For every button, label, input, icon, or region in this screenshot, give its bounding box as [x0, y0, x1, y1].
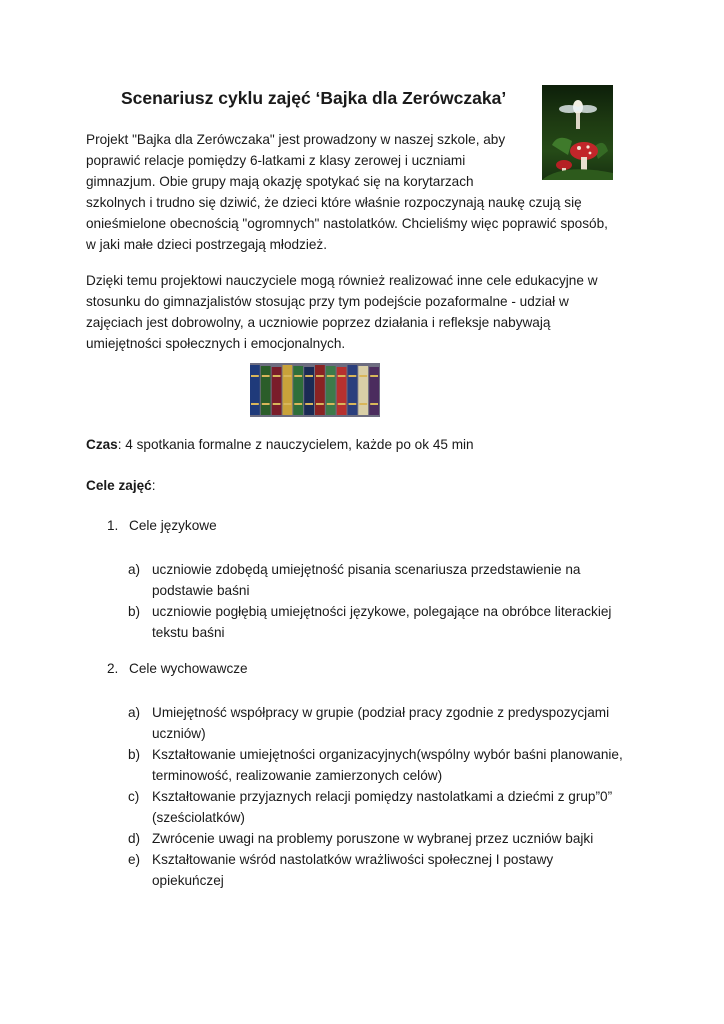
text-line: szkolnych i trudno się dziwić, że dzieci które właśnie rozpoczynają naukę czują się [86, 195, 582, 210]
time-line [86, 437, 474, 452]
book-band [370, 403, 378, 405]
book-band [305, 403, 313, 405]
section-number: 1. [107, 518, 119, 533]
book-band [359, 403, 367, 405]
text-line: w jaki małe dzieci postrzegają młodzież. [86, 237, 328, 252]
text-line: poprawić relacje pomiędzy 6-latkami z klasy zerowej i uczniami [86, 153, 466, 168]
book-band [294, 403, 302, 405]
list-item [128, 559, 652, 601]
book-band [262, 403, 270, 405]
item-marker: a) [128, 562, 141, 577]
language-goals-list [128, 559, 652, 643]
text-line: (sześciolatków) [152, 810, 245, 825]
section-number: 2. [107, 661, 119, 676]
text-line: Dzięki temu projektowi nauczyciele mogą również realizować inne cele edukacyjne w [86, 273, 598, 288]
book-band [251, 403, 259, 405]
book-band [359, 375, 367, 377]
book-band [338, 375, 346, 377]
book-band [251, 375, 259, 377]
text-line: Zwrócenie uwagi na problemy poruszone w wybranej przez uczniów bajki [152, 831, 594, 846]
text-line: gimnazjum. Obie grupy mają okazję spotykać się na korytarzach [86, 174, 474, 189]
time-label: Czas [86, 437, 118, 452]
book-band [273, 375, 281, 377]
text-line: zajęciach jest dobrowolny, a uczniowie poprzez działania i refleksje nabywają [86, 315, 551, 330]
book-spine [304, 367, 314, 415]
book-band [284, 403, 292, 405]
book-band [316, 403, 324, 405]
book-band [305, 375, 313, 377]
text-line: Umiejętność współpracy w grupie (podział pracy zgodnie z predyspozycjami [152, 705, 610, 720]
list-item [128, 849, 652, 891]
book-spine [315, 365, 325, 415]
section-title: Cele wychowawcze [129, 661, 248, 676]
list-item [128, 786, 652, 828]
text-line: onieśmielone obecnością "ogromnych" nastolatków. Chcieliśmy więc poprawić sposób, [86, 216, 608, 231]
book-spine [358, 366, 368, 415]
text-line: Projekt "Bajka dla Zerówczaka" jest prowadzony w naszej szkole, aby [86, 132, 506, 147]
book-band [349, 403, 357, 405]
book-spine [250, 365, 260, 415]
item-marker: e) [128, 852, 141, 867]
book-band [273, 403, 281, 405]
book-band [316, 375, 324, 377]
book-band [338, 403, 346, 405]
goals-label: Cele zajęć [86, 478, 152, 493]
text-line: Kształtowanie umiejętności organizacyjnych(wspólny wybór baśni planowanie, [152, 747, 623, 762]
item-marker: d) [128, 831, 141, 846]
second-paragraph [86, 270, 631, 354]
list-item [128, 744, 652, 786]
text-line: uczniowie pogłębią umiejętności językowe, polegające na obróbce literackiej [152, 604, 612, 619]
document-title: Scenariusz cyklu zajęć ‘Bajka dla Zerówczaka’ [121, 88, 507, 108]
item-marker: b) [128, 747, 141, 762]
book-spine [283, 365, 293, 415]
book-band [284, 375, 292, 377]
text-line: terminowość, realizowanie zamierzonych celów) [152, 768, 443, 783]
text-line: Kształtowanie przyjaznych relacji pomiędzy nastolatkami a dziećmi z grup”0” [152, 789, 613, 804]
text-line: uczniów) [152, 726, 206, 741]
text-line: tekstu baśni [152, 625, 225, 640]
book-band [262, 375, 270, 377]
book-spine [293, 366, 303, 415]
text-line: opiekuńczej [152, 873, 224, 888]
book-spine [261, 366, 271, 415]
book-spine [272, 367, 282, 415]
goals-heading [86, 478, 156, 493]
item-marker: b) [128, 604, 141, 619]
book-band [370, 375, 378, 377]
educational-goals-list [128, 702, 652, 891]
section-title: Cele językowe [129, 518, 217, 533]
book-spine [337, 367, 347, 415]
books-illustration [250, 363, 380, 417]
goals-suffix: : [151, 478, 156, 493]
book-spine [326, 366, 336, 415]
time-value: : 4 spotkania formalne z nauczycielem, każde po ok 45 min [117, 437, 474, 452]
list-item [128, 702, 652, 744]
item-marker: c) [128, 789, 140, 804]
text-line: Kształtowanie wśród nastolatków wrażliwości społecznej I postawy [152, 852, 554, 867]
item-marker: a) [128, 705, 141, 720]
text-line: uczniowie zdobędą umiejętność pisania scenariusza przedstawienie na [152, 562, 581, 577]
book-spine [369, 367, 379, 415]
text-line: umiejętności społecznych i emocjonalnych. [86, 336, 346, 351]
book-band [349, 375, 357, 377]
book-spine [348, 365, 358, 415]
list-item [128, 828, 652, 849]
list-item [128, 601, 652, 643]
book-band [327, 403, 335, 405]
book-band [294, 375, 302, 377]
text-line: stosunku do gimnazjalistów stosując przy tym podejście pozaformalne - udział w [86, 294, 569, 309]
text-line: podstawie baśni [152, 583, 250, 598]
intro-paragraph [86, 129, 631, 255]
book-band [327, 375, 335, 377]
